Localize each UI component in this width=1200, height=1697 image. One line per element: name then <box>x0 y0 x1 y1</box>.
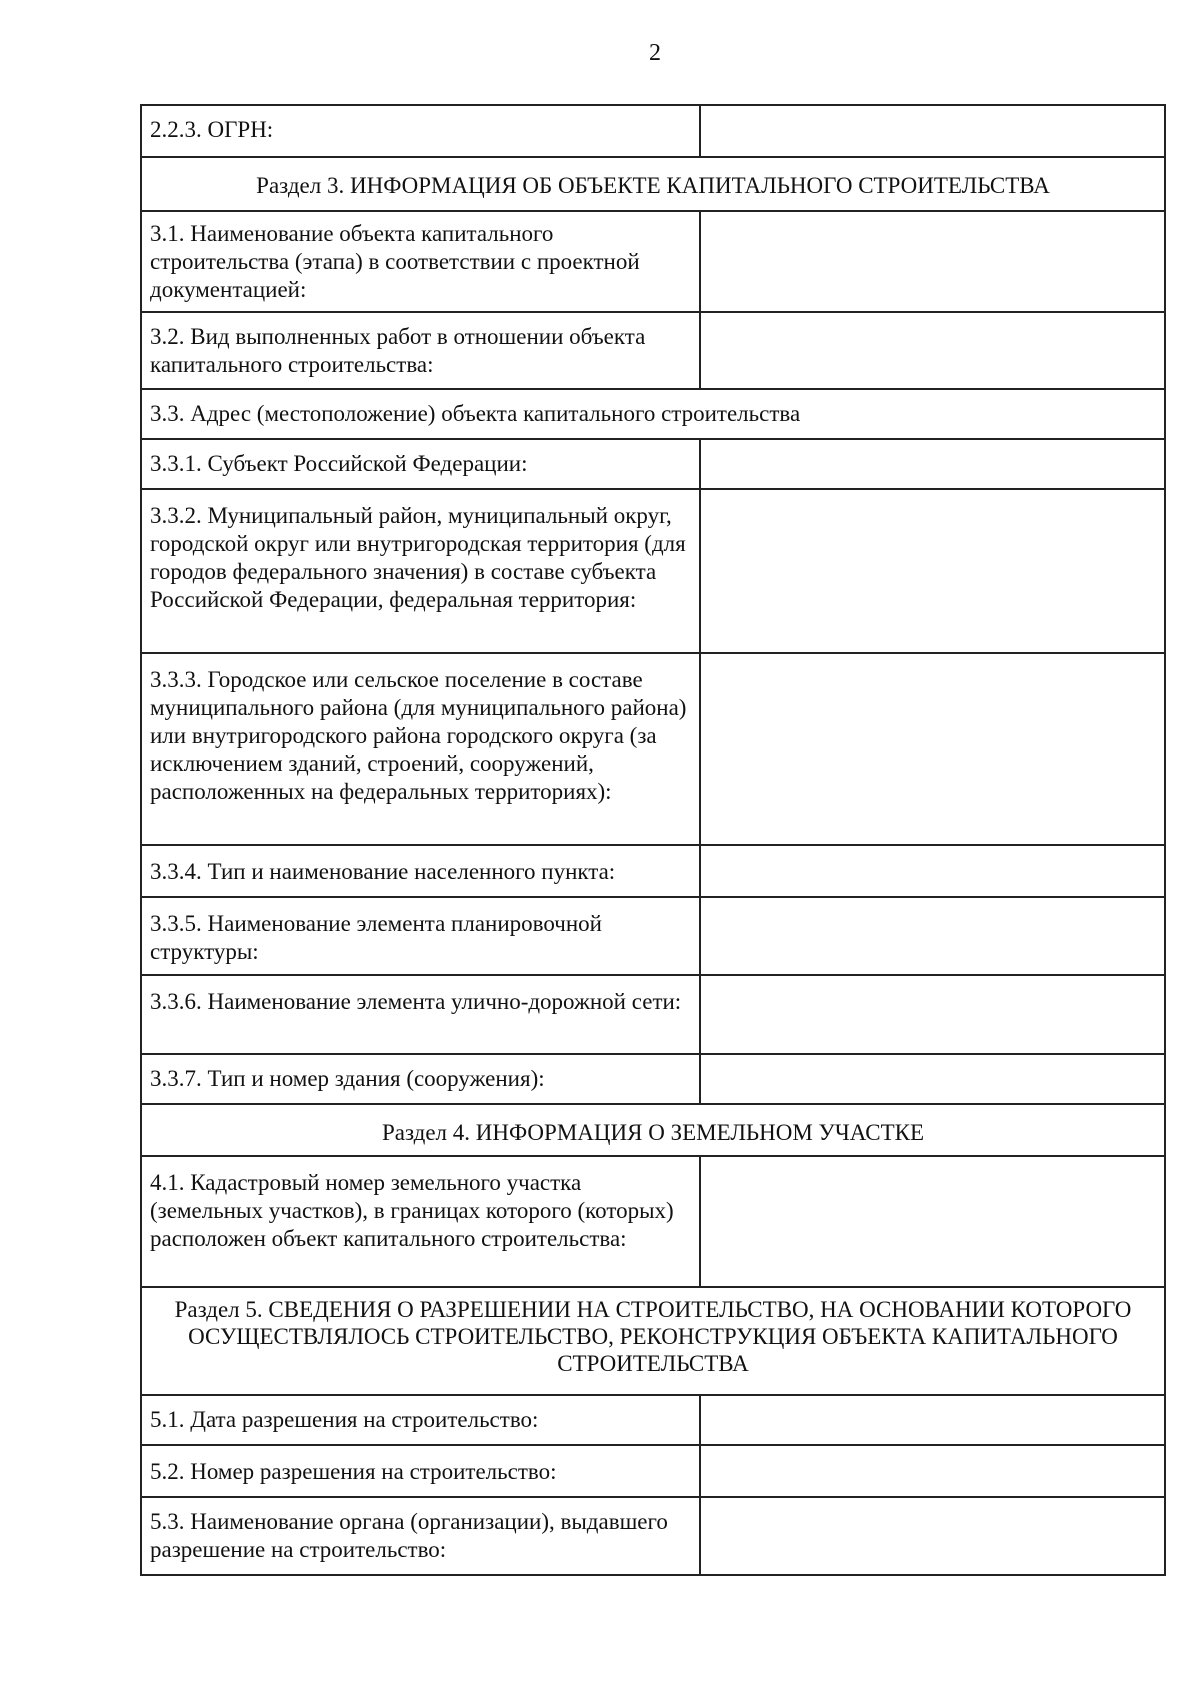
field-label-3-3: 3.3. Адрес (местоположение) объекта капитального строительства <box>150 401 801 426</box>
field-value-3-3-6[interactable] <box>701 976 1164 1053</box>
field-label-3-3-3: 3.3.3. Городское или сельское поселение в составе муниципального района (для муниципального района) или внутригородского района городского округа (за исключением зданий, строений, сооружений, расположенных на федеральных территориях): <box>142 654 701 844</box>
section-3-title: Раздел 3. ИНФОРМАЦИЯ ОБ ОБЪЕКТЕ КАПИТАЛЬНОГО СТРОИТЕЛЬСТВА <box>256 173 1050 198</box>
field-value-ogrn[interactable] <box>701 106 1164 156</box>
field-value-5-1[interactable] <box>701 1396 1164 1444</box>
field-label-5-2: 5.2. Номер разрешения на строительство: <box>142 1446 701 1496</box>
row-3-3 <box>142 388 1164 438</box>
field-label-3-3-2: 3.3.2. Муниципальный район, муниципальный округ, городской округ или внутригородская территория (для городов федерального значения) в составе субъекта Российской Федерации, федеральная территория: <box>142 490 701 652</box>
field-label-3-3-7: 3.3.7. Тип и номер здания (сооружения): <box>142 1055 701 1103</box>
field-label-3-3-4: 3.3.4. Тип и наименование населенного пункта: <box>142 846 701 896</box>
field-value-3-3-1[interactable] <box>701 440 1164 488</box>
field-label-3-1: 3.1. Наименование объекта капитального строительства (этапа) в соответствии с проектной документацией: <box>142 212 701 311</box>
field-label-3-3-1: 3.3.1. Субъект Российской Федерации: <box>142 440 701 488</box>
field-value-3-3-3[interactable] <box>701 654 1164 844</box>
row-3-3-1 <box>142 438 1164 488</box>
row-3-3-7 <box>142 1053 1164 1103</box>
field-label-3-3-5: 3.3.5. Наименование элемента планировочной структуры: <box>142 898 701 974</box>
field-value-3-3-7[interactable] <box>701 1055 1164 1103</box>
field-value-5-3[interactable] <box>701 1498 1164 1574</box>
row-3-3-2 <box>142 488 1164 652</box>
page-number: 2 <box>649 40 661 66</box>
field-value-3-3-5[interactable] <box>701 898 1164 974</box>
row-ogrn <box>142 106 1164 156</box>
field-label-5-1: 5.1. Дата разрешения на строительство: <box>142 1396 701 1444</box>
field-label-ogrn: 2.2.3. ОГРН: <box>142 106 701 156</box>
row-5-1 <box>142 1394 1164 1444</box>
section-heading-5 <box>142 1286 1164 1394</box>
field-value-3-3-2[interactable] <box>701 490 1164 652</box>
field-value-3-1[interactable] <box>701 212 1164 311</box>
section-4-title: Раздел 4. ИНФОРМАЦИЯ О ЗЕМЕЛЬНОМ УЧАСТКЕ <box>381 1120 925 1145</box>
field-value-5-2[interactable] <box>701 1446 1164 1496</box>
section-5-title: Раздел 5. СВЕДЕНИЯ О РАЗРЕШЕНИИ НА СТРОИТЕЛЬСТВО, НА ОСНОВАНИИ КОТОРОГО ОСУЩЕСТВЛЯЛОСЬ СТРОИТЕЛЬСТВО, РЕКОНСТРУКЦИЯ ОБЪЕКТА КАПИТАЛЬНОГО СТРОИТЕЛЬСТВА <box>174 1297 1132 1376</box>
row-3-2 <box>142 311 1164 388</box>
field-label-3-3-6: 3.3.6. Наименование элемента улично-дорожной сети: <box>142 976 701 1053</box>
section-heading-3 <box>142 156 1164 210</box>
row-3-1 <box>142 210 1164 311</box>
field-label-3-2: 3.2. Вид выполненных работ в отношении объекта капитального строительства: <box>142 313 701 388</box>
row-3-3-5 <box>142 896 1164 974</box>
row-5-3 <box>142 1496 1164 1574</box>
field-value-3-3-4[interactable] <box>701 846 1164 896</box>
row-4-1 <box>142 1155 1164 1286</box>
field-label-5-3: 5.3. Наименование органа (организации), выдавшего разрешение на строительство: <box>142 1498 701 1574</box>
row-3-3-3 <box>142 652 1164 844</box>
row-5-2 <box>142 1444 1164 1496</box>
field-value-4-1[interactable] <box>701 1157 1164 1286</box>
row-3-3-6 <box>142 974 1164 1053</box>
section-heading-4 <box>142 1103 1164 1155</box>
row-3-3-4 <box>142 844 1164 896</box>
form-table <box>140 104 1166 1576</box>
field-value-3-2[interactable] <box>701 313 1164 388</box>
field-label-4-1: 4.1. Кадастровый номер земельного участка (земельных участков), в границах которого (которых) расположен объект капитального строительства: <box>142 1157 701 1286</box>
